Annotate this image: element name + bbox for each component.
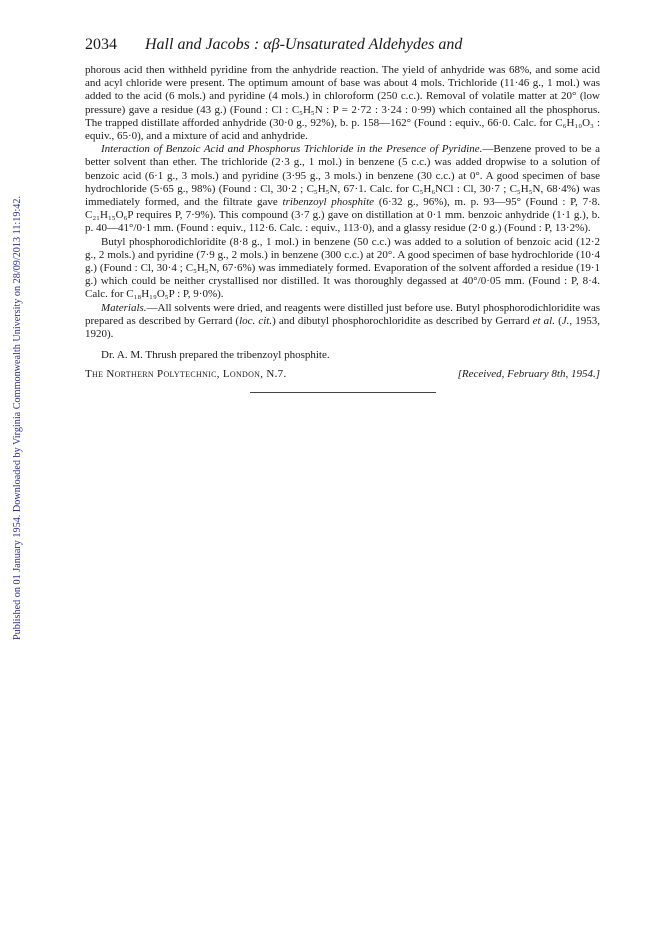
section-heading-materials: Materials. (101, 301, 147, 314)
end-rule (250, 392, 436, 393)
download-watermark-text: Published on 01 January 1954. Downloaded by Virginia Commonwealth University on 28/09/2013 11:19:42. (12, 195, 23, 640)
section-heading-benzoic: Interaction of Benzoic Acid and Phosphorus Trichloride in the Presence of Pyridine. (101, 143, 483, 156)
received-date: [Received, February 8th, 1954.] (457, 368, 600, 381)
compound-name: tribenzoyl phosphite (282, 196, 375, 209)
page-header (85, 36, 600, 58)
paragraph-benzoic-acid: Interaction of Benzoic Acid and Phosphorus Trichloride in the Presence of Pyridine.—Benzene proved to be a better solvent than ether. The trichloride (2·3 g., 1 mol.) in benzene (5 c.c.) was added dropwise to a solution of benzoic acid (6·1 g., 3 mols.) and pyridine (3·95 g., 3 mols.) in benzene (30 c.c.) at 0°. A good specimen of base hydrochloride (5·65 g., 98%) (Found : Cl, 30·2 ; C₅H₅N, 67·1. Calc. for C₅H₆NCl : Cl, 30·7 ; C₅H₅N, 68·4%) was immediately formed, and the filtrate gave tribenzoyl phosphite (6·32 g., 96%), m. p. 93—95° (Found : P, 7·8. C₂₁H₁₅O₆P requires P, 7·9%). This compound (3·7 g.) gave on distillation at 0·1 mm. benzoic anhydride (1·1 g.), b. p. 40—41°/0·1 mm. (Found : equiv., 112·6. Calc. : equiv., 113·0), and a glassy residue (2·0 g.) (Found : P, 13·2%). (85, 143, 600, 235)
acknowledgement: Dr. A. M. Thrush prepared the tribenzoyl phosphite. (101, 349, 330, 362)
article-body (85, 64, 600, 393)
affiliation-row (85, 368, 600, 381)
page-number: 2034 (85, 36, 117, 53)
paragraph-butyl: Butyl phosphorodichloridite (8·8 g., 1 mol.) in benzene (50 c.c.) was added to a solution of benzoic acid (12·2 g., 2 mols.) and pyridine (7·9 g., 2 mols.) in benzene (300 c.c.) at 20°. A good specimen of base hydrochloride (10·4 g.) (Found : Cl, 30·4 ; C₅H₅N, 67·6%) was immediately formed. Evaporation of the solvent afforded a residue (19·1 g.) which could be neither crystallised nor distilled. It was thoroughly degassed at 40°/0·05 mm. (Found : P, 8·4. Calc. for C₁₈H₁₉O₅P : P, 9·0%). (85, 235, 600, 301)
paragraph-materials: Materials.—All solvents were dried, and reagents were distilled just before use. Butyl phosphorodichloridite was prepared as described by Gerrard (loc. cit.) and dibutyl phosphorochloridite as described by Gerrard et al. (J., 1953, 1920). (85, 301, 600, 341)
running-head: Hall and Jacobs : αβ-Unsaturated Aldehydes and (145, 36, 463, 53)
affiliation: The Northern Polytechnic, London, N.7. (85, 368, 287, 381)
download-watermark (0, 40, 28, 640)
paragraph-continuation: phorous acid then withheld pyridine from the anhydride reaction. The yield of anhydride was 68%, and some acid and acyl chloride were present. The optimum amount of base was about 4 mols. Trichloride (11·46 g., 1 mol.) was added to the acid (6 mols.) and pyridine (4 mols.) in chloroform (250 c.c.). Removal of volatile matter at 20° (low pressure) gave a residue (43 g.) (Found : Cl : C₅H₅N : P = 2·72 : 3·24 : 0·99) which contained all the phosphorus. The trapped distillate afforded anhydride (30·0 g., 92%), b. p. 158—162° (Found : equiv., 66·0. Calc. for C₆H₁₀O₃ : equiv., 65·0), and a mixture of acid and anhydride. (85, 64, 600, 143)
